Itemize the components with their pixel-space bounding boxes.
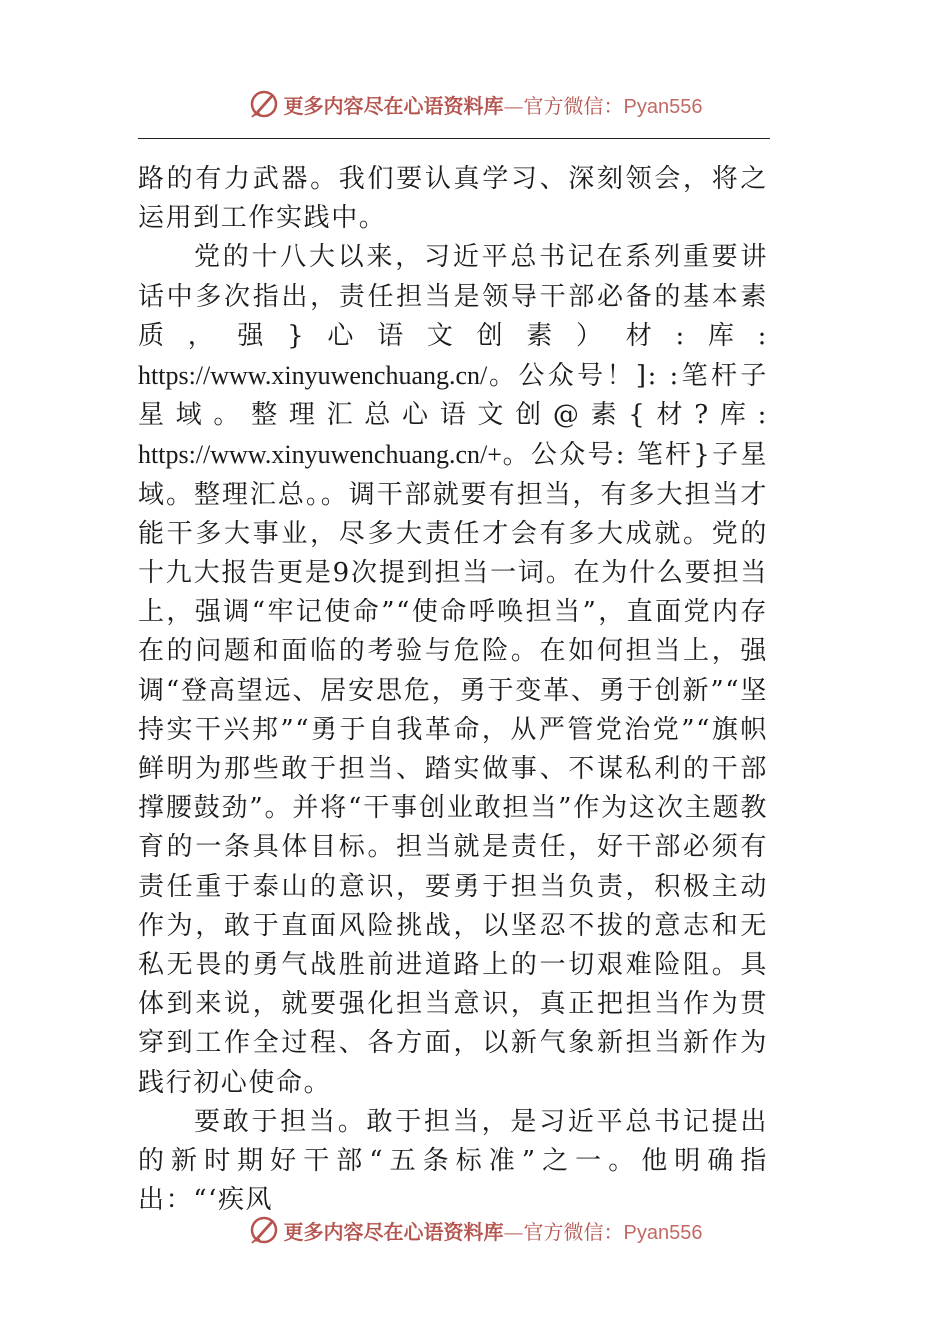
header-site-name: 更多内容尽在心语资料库 bbox=[283, 93, 504, 118]
paragraph-1: 路的有力武器。我们要认真学习、深刻领会，将之运用到工作实践中。 bbox=[138, 164, 768, 234]
header-wechat-id: Pyan556 bbox=[623, 95, 703, 118]
paragraph-2-url-2: https://www.xinyuwenchuang.cn/+ bbox=[138, 440, 502, 470]
footer-site-name: 更多内容尽在心语资料库 bbox=[283, 1219, 504, 1244]
header-dash: — bbox=[503, 93, 524, 118]
paragraph-2-part-c: 。公众号: 笔杆}子星域。整理汇总。。调干部就要有担当，有多大担当才能干多大事业，尽多大责任才会有多大成就。党的十九大报告更是9次提到担当一词。在为什么要担当上，强调“牢记使命”“使命呼唤担当”，直面党内存在的问题和面临的考验与危险。在如何担当上，强调“登高望远、居安思危，勇于变革、勇于创新”“坚持实干兴邦”“勇于自我革命，从严管党治党”“旗帜鲜明为那些敢于担当、踏实做事、不谋私利的干部撑腰鼓劲”。并将“干事创业敢担当”作为这次主题教育的一条具体目标。担当就是责任，好干部必须有责任重于泰山的意识，要勇于担当负责，积极主动作为，敢于直面风险挑战，以坚忍不拔的意志和无私无畏的勇气战胜前进道路上的一切艰难险阻。具体到来说，就要强化担当意识，真正把担当作为贯穿到工作全过程、各方面，以新气象新担当新作为践行初心使命。 bbox=[138, 440, 768, 1098]
quill-pen-logo-icon bbox=[248, 88, 280, 120]
header-banner-text bbox=[284, 90, 703, 119]
footer-banner-text bbox=[284, 1216, 703, 1245]
document-body bbox=[138, 160, 768, 1220]
header-rule bbox=[138, 138, 770, 139]
paragraph-2-part-b: 。公众号！]: :笔杆子星域。整理汇总心语文创@素{材?库: bbox=[138, 361, 768, 431]
footer-banner bbox=[0, 1210, 950, 1250]
quill-pen-logo-icon bbox=[248, 1214, 280, 1246]
header-official-label: 官方微信： bbox=[523, 93, 624, 118]
paragraph-2-url-1: https://www.xinyuwenchuang.cn/ bbox=[138, 361, 488, 391]
footer-wechat-id: Pyan556 bbox=[623, 1221, 703, 1244]
paragraph-2-part-a: 党的十八大以来，习近平总书记在系列重要讲话中多次指出，责任担当是领导干部必备的基本素质，强}心语文创素）材:库: bbox=[138, 242, 768, 351]
paragraph-2 bbox=[138, 238, 768, 1102]
footer-official-label: 官方微信： bbox=[523, 1219, 624, 1244]
paragraph-3: 要敢于担当。敢于担当，是习近平总书记提出的新时期好干部“五条标准”之一。他明确指出：“‘疾风 bbox=[138, 1106, 768, 1216]
header-banner bbox=[0, 84, 950, 124]
footer-dash: — bbox=[503, 1219, 524, 1244]
